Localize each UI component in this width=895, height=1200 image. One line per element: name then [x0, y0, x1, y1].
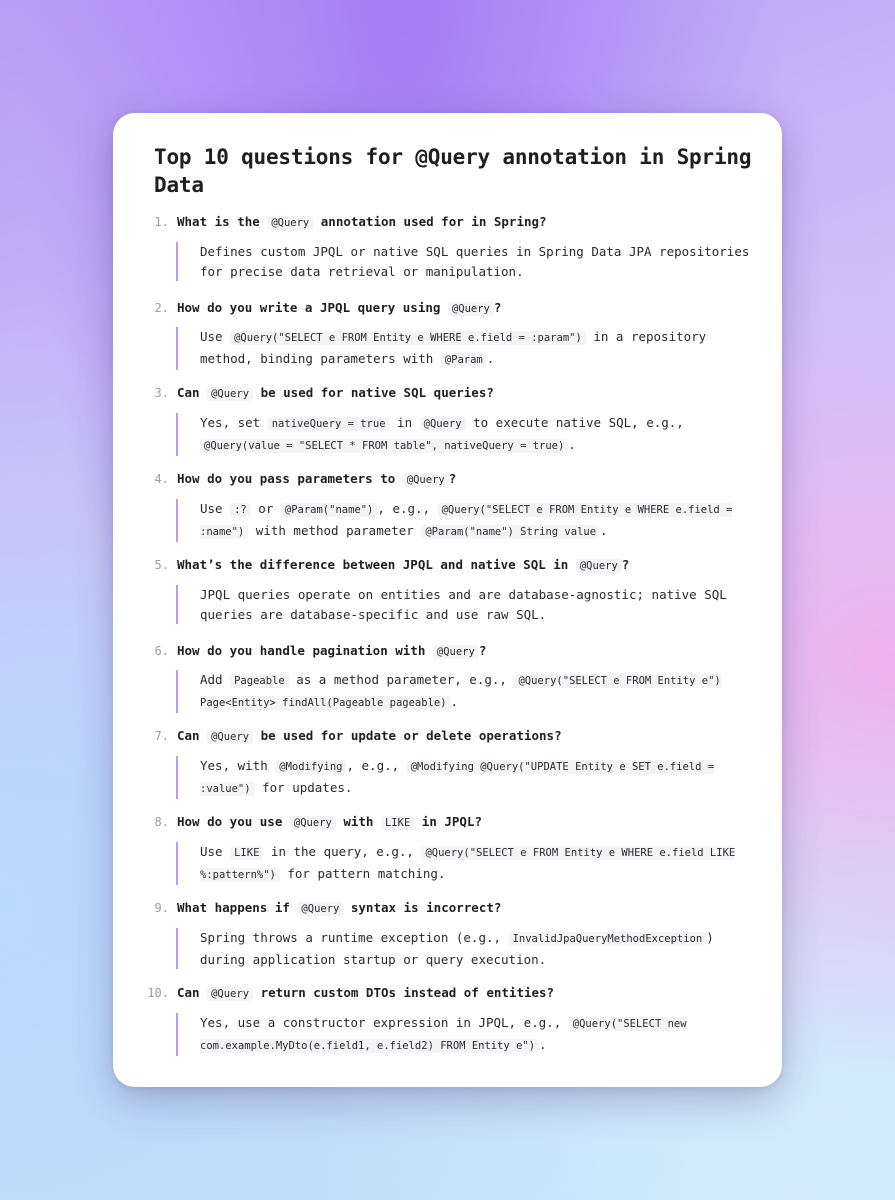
question-text	[177, 643, 767, 660]
code-snippet: @Query("SELECT new com.example.MyDto(e.field1, e.field2) FROM Entity e")	[200, 1018, 687, 1052]
code-snippet: @Query	[207, 730, 253, 744]
code-snippet: @Query	[267, 216, 313, 230]
code-snippet: @Query	[297, 902, 343, 916]
item-number: 9.	[154, 901, 169, 915]
text-segment: How do you write a JPQL query using	[177, 300, 448, 315]
item-number: 5.	[154, 558, 169, 572]
code-snippet: @Param("name")	[281, 503, 378, 517]
text-segment: be used for update or delete operations?	[253, 728, 562, 743]
text-segment: Can	[177, 985, 208, 1000]
text-segment: Spring throws a runtime exception (e.g.,	[200, 930, 509, 945]
code-snippet: @Query("SELECT e FROM Entity e") Page<Entity> findAll(Pageable pageable)	[200, 675, 721, 709]
code-snippet: InvalidJpaQueryMethodException	[509, 932, 707, 946]
text-segment: in a repository method, binding parameters with	[200, 329, 707, 366]
code-snippet: @Query	[433, 645, 479, 659]
text-segment: How do you pass parameters to	[177, 471, 403, 486]
code-snippet: @Query("SELECT e FROM Entity e WHERE e.field = :param")	[230, 331, 586, 345]
code-snippet: @Param	[441, 353, 487, 367]
text-segment: or	[250, 501, 281, 516]
text-segment: , e.g.,	[346, 758, 407, 773]
text-segment: ?	[478, 643, 487, 658]
text-segment: for updates.	[254, 779, 353, 795]
item-number: 1.	[154, 215, 169, 229]
text-segment: in JPQL?	[414, 814, 483, 829]
text-segment: Yes, use a constructor expression in JPQL, e.g.,	[200, 1015, 569, 1030]
code-snippet: @Query	[290, 816, 336, 830]
code-snippet: nativeQuery = true	[268, 417, 390, 431]
code-snippet: @Query("SELECT e FROM Entity e WHERE e.field LIKE %:pattern%")	[200, 847, 736, 881]
text-segment: as a method parameter, e.g.,	[288, 672, 515, 687]
answer-text	[176, 499, 756, 542]
text-segment: , e.g.,	[377, 501, 438, 516]
question-text	[177, 814, 767, 831]
question-text	[177, 557, 767, 574]
text-segment: annotation used for in Spring?	[313, 214, 547, 229]
text-segment: Yes, set	[200, 415, 268, 430]
text-segment: .	[600, 522, 608, 538]
code-snippet: @Query(value = "SELECT * FROM table", nativeQuery = true)	[200, 439, 568, 453]
item-number: 4.	[154, 472, 169, 486]
text-segment: in the query, e.g.,	[263, 844, 422, 859]
code-snippet: @Modifying	[275, 760, 346, 774]
text-segment: return custom DTOs instead of entities?	[253, 985, 555, 1000]
code-snippet: @Query	[403, 473, 449, 487]
item-number: 6.	[154, 644, 169, 658]
code-snippet: Pageable	[230, 674, 289, 688]
text-segment: What happens if	[177, 900, 298, 915]
text-segment: Can	[177, 728, 208, 743]
text-segment: What’s the difference between JPQL and native SQL in	[177, 557, 576, 572]
answer-text	[176, 1013, 756, 1056]
code-snippet: @Param("name") String value	[421, 525, 600, 539]
answer-text	[176, 242, 756, 281]
text-segment: Use	[200, 844, 231, 859]
question-text	[177, 471, 767, 488]
answer-text	[176, 756, 756, 799]
text-segment: Use	[200, 501, 231, 516]
text-segment: with	[335, 814, 381, 829]
text-segment: ?	[621, 557, 630, 572]
text-segment: be used for native SQL queries?	[253, 385, 494, 400]
text-segment: Yes, with	[200, 758, 276, 773]
code-snippet: @Query	[576, 559, 622, 573]
question-text	[177, 900, 767, 917]
question-text	[177, 214, 767, 231]
text-segment: .	[486, 350, 495, 366]
text-segment: syntax is incorrect?	[343, 900, 502, 915]
item-number: 10.	[147, 986, 169, 1000]
text-segment: .	[450, 693, 459, 709]
code-snippet: @Query("SELECT e FROM Entity e WHERE e.field = :name")	[200, 504, 733, 538]
item-number: 7.	[154, 729, 169, 743]
page-title: Top 10 questions for @Query annotation in Spring Data	[154, 145, 752, 197]
qa-card	[113, 113, 782, 1087]
text-segment: How do you handle pagination with	[177, 643, 433, 658]
code-snippet: :?	[230, 503, 251, 517]
text-segment: JPQL queries operate on entities and are database-agnostic; native SQL queries are database-specific and use raw SQL.	[200, 587, 727, 622]
answer-text	[176, 327, 756, 370]
text-segment: with method parameter	[248, 522, 422, 538]
code-snippet: @Modifying @Query("UPDATE Entity e SET e.field = :value")	[200, 761, 715, 795]
text-segment: Add	[200, 672, 231, 687]
text-segment: in	[389, 415, 420, 430]
text-segment: .	[568, 436, 576, 452]
code-snippet: @Query	[448, 302, 494, 316]
question-text	[177, 728, 767, 745]
answer-text	[176, 585, 756, 624]
item-number: 8.	[154, 815, 169, 829]
text-segment: ?	[448, 471, 457, 486]
text-segment: Defines custom JPQL or native SQL queries in Spring Data JPA repositories for precise data retrieval or manipulation.	[200, 244, 750, 279]
item-number: 3.	[154, 386, 169, 400]
code-snippet: LIKE	[381, 816, 414, 830]
text-segment: Can	[177, 385, 208, 400]
code-snippet: LIKE	[230, 846, 263, 860]
answer-text	[176, 842, 756, 885]
text-segment: Use	[200, 329, 231, 344]
text-segment: .	[539, 1036, 547, 1052]
text-segment: ) during application startup or query execution.	[200, 930, 714, 967]
question-text	[177, 985, 767, 1002]
code-snippet: @Query	[207, 387, 253, 401]
text-segment: to execute native SQL, e.g.,	[465, 415, 684, 430]
answer-text	[176, 670, 756, 713]
code-snippet: @Query	[207, 987, 253, 1001]
text-segment: ?	[493, 300, 502, 315]
answer-text	[176, 413, 756, 456]
text-segment: How do you use	[177, 814, 290, 829]
question-text	[177, 385, 767, 402]
answer-text	[176, 928, 756, 969]
question-text	[177, 300, 767, 317]
item-number: 2.	[154, 301, 169, 315]
text-segment: for pattern matching.	[279, 865, 446, 881]
code-snippet: @Query	[420, 417, 466, 431]
text-segment: What is the	[177, 214, 268, 229]
